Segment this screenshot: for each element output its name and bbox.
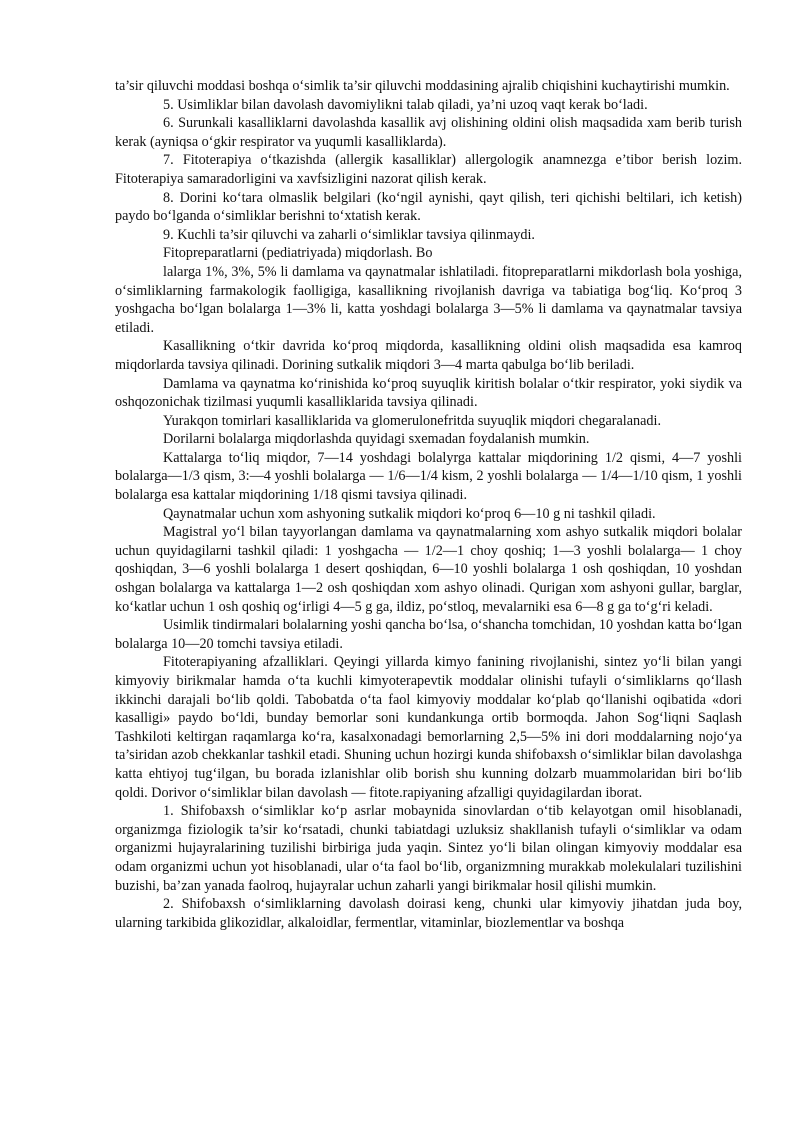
document-page: [115, 77, 742, 932]
paragraph: 5. Usimliklar bilan davolash davomiylikni talab qiladi, ya’ni uzoq vaqt kerak bo‘ladi.: [163, 96, 648, 113]
paragraph: Qaynatmalar uchun xom ashyoning sutkalik miqdori ko‘proq 6—10 g ni tashkil qiladi.: [163, 505, 656, 522]
paragraph: 9. Kuchli ta’sir qiluvchi va zaharli o‘simliklar tavsiya qilinmaydi.: [163, 226, 535, 243]
paragraph: 8. Dorini ko‘tara olmaslik belgilari (ko‘ngil aynishi, qayt qilish, teri qichishi beltilari, ich ketish) paydo bo‘lganda o‘simliklar berishni to‘xtatish kerak.: [115, 189, 742, 225]
paragraph: ta’sir qiluvchi moddasi boshqa o‘simlik ta’sir qiluvchi moddasining ajralib chiqishini kuchaytirishi mumkin.: [115, 78, 730, 94]
paragraph: Yurakqon tomirlari kasalliklarida va glomerulonefritda suyuqlik miqdori chegaralanadi.: [163, 412, 661, 429]
paragraph: Dorilarni bolalarga miqdorlashda quyidagi sxemadan foydalanish mumkin.: [163, 431, 590, 448]
paragraph: Damlama va qaynatma ko‘rinishida ko‘proq suyuqlik kiritish bolalar o‘tkir respirator, yoki siydik va oshqozonichak tizilmasi yuqumli kasalliklarida tavsiya qilinadi.: [115, 375, 742, 411]
paragraph: Kasallikning o‘tkir davrida ko‘proq miqdorda, kasallikning oldini olish maqsadida esa kamroq miqdorlarda tavsiya qilinadi. Dorining sutkalik miqdori 3—4 marta qabulga bo‘lib beriladi.: [115, 338, 742, 373]
paragraph: Magistral yo‘l bilan tayyorlangan damlama va qaynatmalarning xom ashyo sutkalik miqdori bolalar uchun quyidagilarni tashkil qiladi: 1 yoshgacha — 1/2—1 choy qoshiq; 1—3 yoshli bolalarga— 1 choy qoshiqdan, 3—6 yoshli bolalarga 1 desert qoshiqdan, 6—10 yoshli bolalarga 1 osh qoshiqdan, 10 yoshdan oshgan bolalarga va kattalarga 1—2 osh qoshiqdan xom ashyo olinadi. Qurigan xom ashyoni gullar, barglar, ko‘katlar uchun 1 osh qoshiq og‘irligi 4—5 g ga, ildiz, po‘stloq, mevalarniki esa 6—8 g ga to‘g‘ri keladi.: [115, 524, 742, 615]
paragraph: Fitoterapiyaning afzalliklari. Qeyingi yillarda kimyo fanining rivojlanishi, sintez yo‘li bilan yangi kimyoviy birikmalar hamda o‘ta kuchli kimyoterapevtik moddalar olinishi tufayli o‘simliklarns qo‘llash ikkinchi darajali bo‘lib qoldi. Tabobatda o‘ta faol kimyoviy moddalar ko‘plab qo‘llanishi oqibatida «dori kasalligi» paydo bo‘ldi, bunday bemorlar soni kundankunga ortib bormoqda. Jahon Sog‘liqni Saqlash Tashkiloti keltirgan raqamlarga ko‘ra, kasalxonadagi bemorlarning 2,5—5% ini dori moddalarning nojo‘ya ta’siridan azob chekkanlar tashkil etadi. Shuning uchun hozirgi kunda shifobaxsh o‘simliklar bilan davolashga katta ehtiyoj tug‘ilgan, bu borada izlanishlar olib borish shu kunning dolzarb muammolaridan biri bo‘lib qoldi. Dorivor o‘simliklar bilan davolash — fitote.rapiyaning afzalligi quyidagilardan iborat.: [115, 654, 742, 801]
paragraph: 7. Fitoterapiya o‘tkazishda (allergik kasalliklar) allergologik anamnezga e’tibor berish lozim. Fitoterapiya samaradorligini va xavfsizligini nazorat qilish kerak.: [115, 152, 742, 187]
paragraph: 2. Shifobaxsh o‘simliklarning davolash doirasi keng, chunki ular kimyoviy jihatdan juda boy, ularning tarkibida glikozidlar, alkaloidlar, fermentlar, vitaminlar, biozlementlar va boshqa: [115, 896, 742, 931]
paragraph: 6. Surunkali kasalliklarni davolashda kasallik avj olishining oldini olish maqsadida xam berib turish kerak (ayniqsa o‘gkir respirator va yuqumli kasalliklarda).: [115, 115, 742, 150]
paragraph: Usimlik tindirmalari bolalarning yoshi qancha bo‘lsa, o‘shancha tomchidan, 10 yoshdan katta bo‘lgan bolalarga 10—20 tomchi tavsiya etiladi.: [115, 617, 742, 652]
paragraph: Fitopreparatlarni (pediatriyada) miqdorlash. Bo: [163, 245, 433, 262]
paragraph: Kattalarga to‘liq miqdor, 7—14 yoshdagi bolalyrga kattalar miqdorining 1/2 qismi, 4—7 yoshli bolalarga—1/3 qism, 3:—4 yoshli bolalarga — 1/6—1/4 kism, 2 yoshli bolalarga — 1/4—1/10 qism, 1 yoshli bolalarga esa kattalar miqdorining 1/18 qismi tavsiya qilinadi.: [115, 449, 742, 504]
paragraph: 1. Shifobaxsh o‘simliklar ko‘p asrlar mobaynida sinovlardan o‘tib kelayotgan omil hisoblanadi, organizmga fiziologik ta’sir ko‘rsatadi, chunki tabiatdagi uzluksiz shakllanish tufayli o‘simliklar va odam organizmi hujayralarining tuzilishi birbiriga juda yaqin. Sintez yo‘li bilan olingan kimyoviy moddalar esa odam organizmi uchun yot hisoblanadi, ular o‘ta faol bo‘lib, organizmning murakkab molekulalari tuzilishini buzishi, ba’zan yanada faolroq, hujayralar uchun zaharli yangi birikmalar hosil qilishi mumkin.: [115, 803, 742, 894]
paragraph: lalarga 1%, 3%, 5% li damlama va qaynatmalar ishlatiladi. fitopreparatlarni mikdorlash bola yoshiga, o‘simliklarning farmakologik faolligiga, kasallikning rivojlanish davriga va tabiatiga bog‘liq. Ko‘proq 3 yoshgacha bo‘lgan bolalarga 1—3% li, katta yoshdagi bolalarga 3—5% li damlama va qaynatmalar tavsiya etiladi.: [115, 263, 742, 336]
